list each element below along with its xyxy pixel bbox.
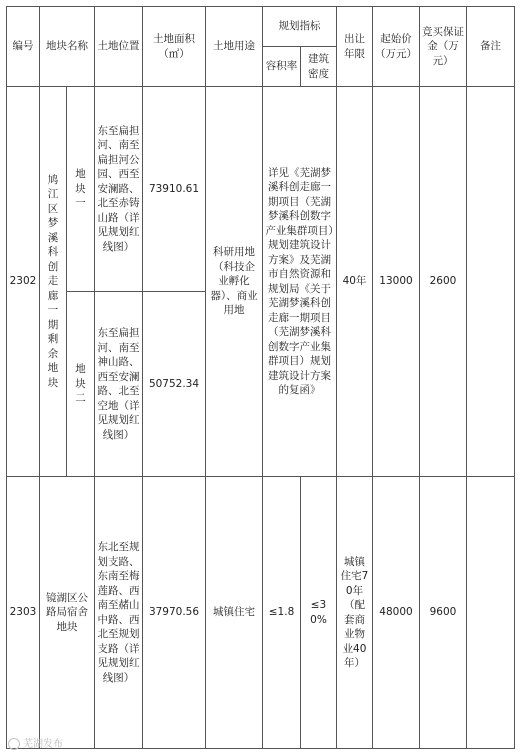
cell-term: 40年 <box>337 87 373 477</box>
header-density: 建筑密度 <box>301 47 337 87</box>
header-deposit: 竞买保证金（万元） <box>420 7 467 87</box>
cell-sub-label <box>67 87 95 292</box>
header-location: 土地位置 <box>95 7 143 87</box>
cell-location: 东至扁担河、南至扁担河公园、西至安澜路、北至赤铸山路（详见规划红线图） <box>95 87 143 292</box>
cell-name <box>40 87 67 477</box>
cell-use: 科研用地（科技企业孵化器）、商业用地 <box>206 87 263 477</box>
header-id: 编号 <box>7 7 40 87</box>
cell-area: 37970.56 <box>143 477 206 749</box>
cell-id: 2302 <box>7 87 40 477</box>
cell-name: 镜湖区公路局宿舍地块 <box>40 477 95 749</box>
cell-sub-label <box>67 292 95 477</box>
cell-plan-indicators: 详见《芜湖梦溪科创走廊一期项目（芜湖梦溪科创数字产业集群项目）规划建筑设计方案》及芜湖市自然资源和规划局《关于芜湖梦溪科创走廊一期项目（芜湖梦溪科创数字产业集群项目）规划建筑设计方案的复函》 <box>263 87 337 477</box>
cell-area: 50752.34 <box>143 292 206 477</box>
header-row-1 <box>7 7 515 47</box>
cell-start-price: 13000 <box>373 87 420 477</box>
cell-deposit: 2600 <box>420 87 467 477</box>
table-row-2302-a <box>7 87 515 292</box>
cell-density: ≤30% <box>301 477 337 749</box>
cell-term: 城镇住宅70年（配套商业物业40年） <box>337 477 373 749</box>
header-name: 地块名称 <box>40 7 95 87</box>
header-plan-group: 规划指标 <box>263 7 337 47</box>
cell-note <box>467 477 515 749</box>
header-far: 容积率 <box>263 47 301 87</box>
cell-location: 东北至规划支路、东南至梅莲路、西南至赭山中路、西北至规划支路（详见规划红线图） <box>95 477 143 749</box>
cell-location: 东至扁担河、南至神山路、西至安澜路、北至空地（详见规划红线图） <box>95 292 143 477</box>
sub-parcel-label: 地块二 <box>75 363 86 405</box>
header-area: 土地面积（㎡） <box>143 7 206 87</box>
cell-use: 城镇住宅 <box>206 477 263 749</box>
header-note: 备注 <box>467 7 515 87</box>
header-use: 土地用途 <box>206 7 263 87</box>
watermark <box>8 735 63 750</box>
cell-far: ≤1.8 <box>263 477 301 749</box>
cell-deposit: 9600 <box>420 477 467 749</box>
parcel-name: 鸠江区梦溪科创走廊一期剩余地块 <box>47 173 59 389</box>
land-auction-table <box>6 6 515 749</box>
sub-parcel-label: 地块一 <box>75 168 86 210</box>
watermark-text: 芜湖发布 <box>23 739 63 750</box>
cell-area: 73910.61 <box>143 87 206 292</box>
cell-note <box>467 87 515 477</box>
table-row-2303 <box>7 477 515 749</box>
cell-id: 2303 <box>7 477 40 749</box>
cell-start-price: 48000 <box>373 477 420 749</box>
header-term: 出让年限 <box>337 7 373 87</box>
header-start-price: 起始价（万元） <box>373 7 420 87</box>
weibo-logo-icon <box>8 738 20 750</box>
